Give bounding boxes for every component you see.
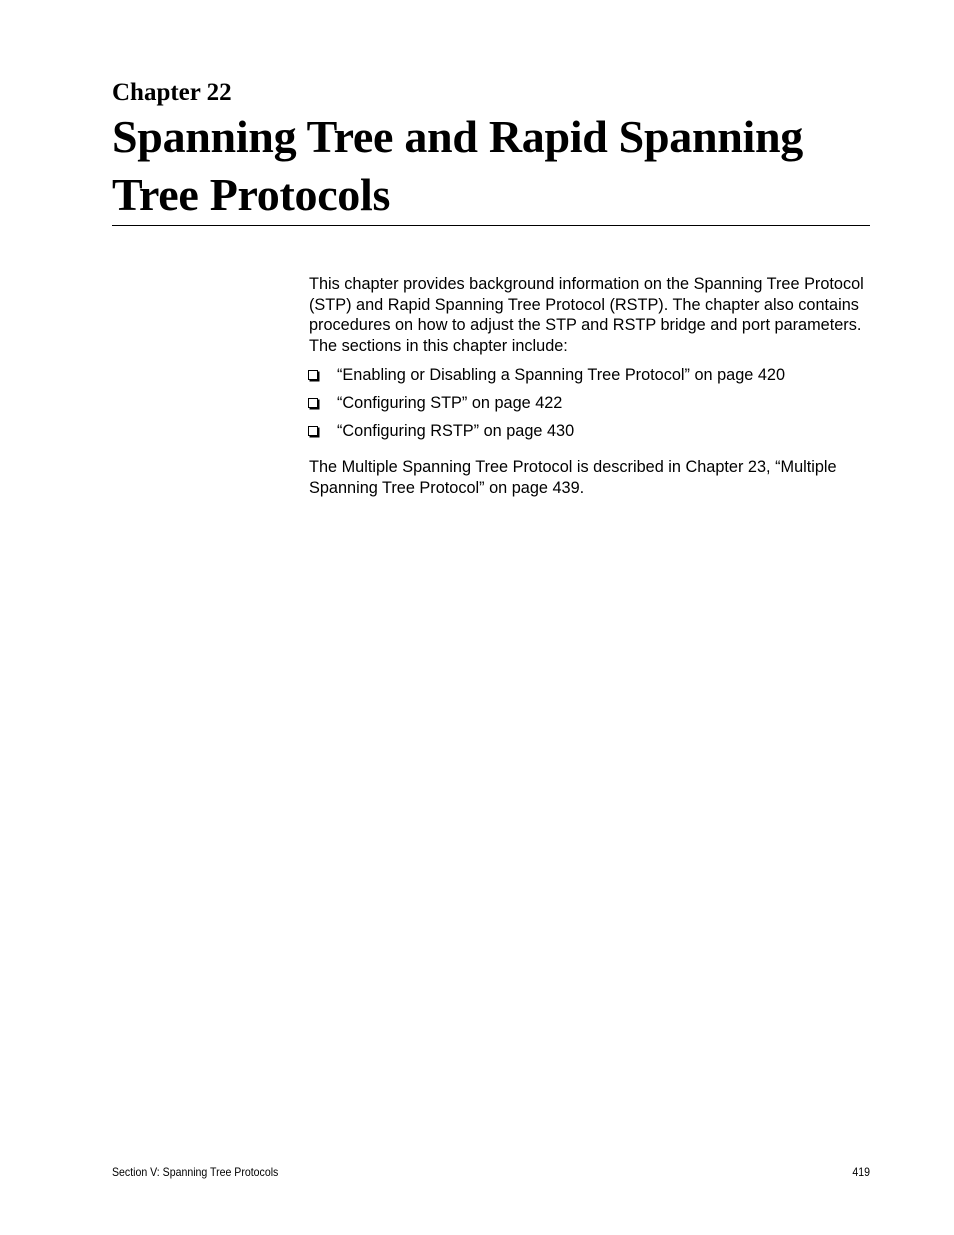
section-link[interactable]: “Configuring STP” on page 422 bbox=[337, 393, 563, 412]
footer-section-title: Section V: Spanning Tree Protocols bbox=[112, 1165, 279, 1179]
list-item[interactable] bbox=[309, 421, 875, 449]
list-item[interactable] bbox=[309, 393, 875, 421]
section-link[interactable]: “Configuring RSTP” on page 430 bbox=[337, 421, 575, 440]
section-list bbox=[309, 365, 875, 449]
checkbox-bullet-icon bbox=[308, 370, 318, 380]
checkbox-bullet-icon bbox=[308, 426, 318, 436]
chapter-title: Spanning Tree and Rapid Spanning Tree Protocols bbox=[112, 111, 803, 220]
intro-paragraph: This chapter provides background information on the Spanning Tree Protocol (STP) and Rapid Spanning Tree Protocol (RSTP). The chapter also contains procedures on how to adjust the STP and RSTP bridge and port parameters. The sections in this chapter include: bbox=[309, 275, 864, 356]
closing-paragraph: The Multiple Spanning Tree Protocol is described in Chapter 23, “Multiple Spanning Tree Protocol” on page 439. bbox=[309, 457, 837, 497]
checkbox-bullet-icon bbox=[308, 398, 318, 408]
page-number: 419 bbox=[852, 1165, 870, 1179]
section-link[interactable]: “Enabling or Disabling a Spanning Tree Protocol” on page 420 bbox=[337, 365, 786, 384]
chapter-number: Chapter 22 bbox=[112, 79, 232, 106]
title-divider bbox=[112, 225, 870, 226]
list-item[interactable] bbox=[309, 365, 875, 393]
chapter-body bbox=[309, 274, 875, 498]
